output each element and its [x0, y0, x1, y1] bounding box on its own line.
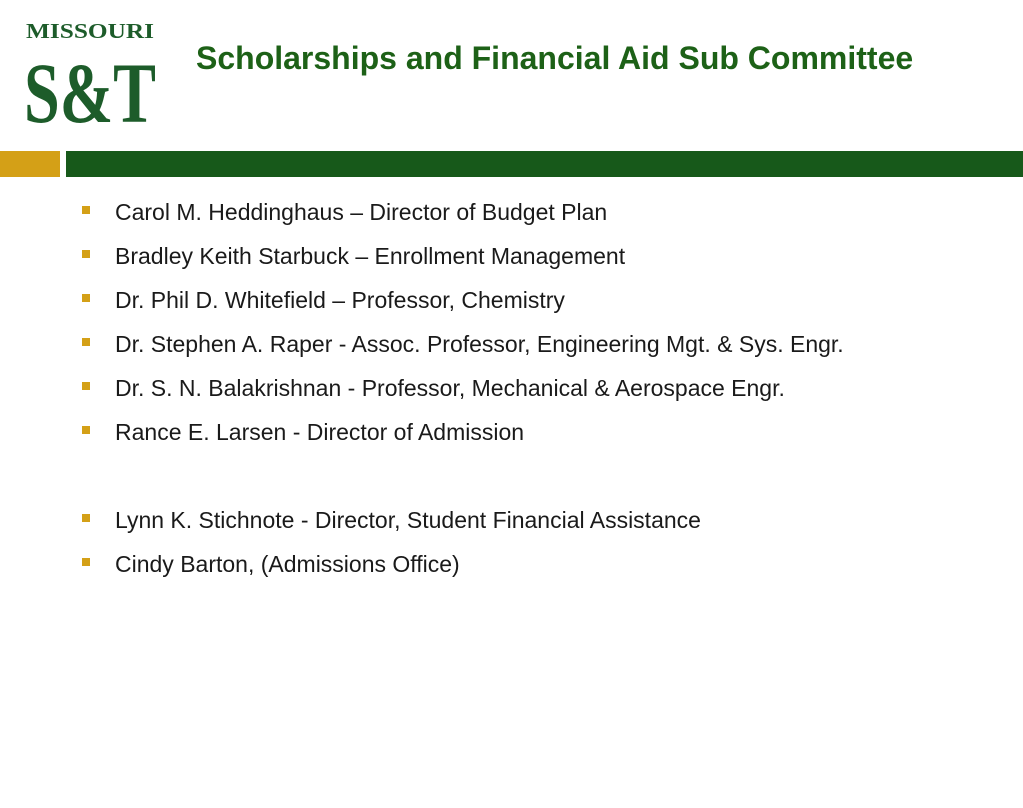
staff-text: Lynn K. Stichnote - Director, Student Financial Assistance — [115, 507, 701, 533]
square-bullet-icon — [82, 514, 90, 522]
square-bullet-icon — [82, 382, 90, 390]
square-bullet-icon — [82, 338, 90, 346]
missouri-st-logo — [24, 18, 156, 141]
committee-member-list — [80, 190, 844, 586]
square-bullet-icon — [82, 426, 90, 434]
page-title: Scholarships and Financial Aid Sub Committee — [196, 40, 914, 76]
square-bullet-icon — [82, 294, 90, 302]
member-text: Carol M. Heddinghaus – Director of Budget Plan — [115, 199, 608, 225]
logo-st-text: S&T — [24, 45, 156, 141]
list-item — [80, 278, 844, 322]
square-bullet-icon — [82, 558, 90, 566]
staff-text: Cindy Barton, (Admissions Office) — [115, 551, 460, 577]
member-text: Dr. Phil D. Whitefield – Professor, Chemistry — [115, 287, 565, 313]
list-item — [80, 234, 844, 278]
list-item — [80, 542, 844, 586]
gold-accent-bar — [0, 151, 60, 177]
green-header-bar — [66, 151, 1023, 177]
list-item — [80, 366, 844, 410]
member-text: Dr. S. N. Balakrishnan - Professor, Mechanical & Aerospace Engr. — [115, 375, 785, 401]
list-item — [80, 498, 844, 542]
square-bullet-icon — [82, 206, 90, 214]
member-text: Dr. Stephen A. Raper - Assoc. Professor, Engineering Mgt. & Sys. Engr. — [115, 331, 844, 357]
logo-missouri-text: MISSOURI — [26, 19, 154, 43]
member-text: Bradley Keith Starbuck – Enrollment Management — [115, 243, 626, 269]
list-item — [80, 190, 844, 234]
member-text: Rance E. Larsen - Director of Admission — [115, 419, 525, 445]
missouri-st-logo-graphic — [24, 18, 156, 141]
list-item — [80, 322, 844, 366]
list-item — [80, 410, 844, 454]
square-bullet-icon — [82, 250, 90, 258]
